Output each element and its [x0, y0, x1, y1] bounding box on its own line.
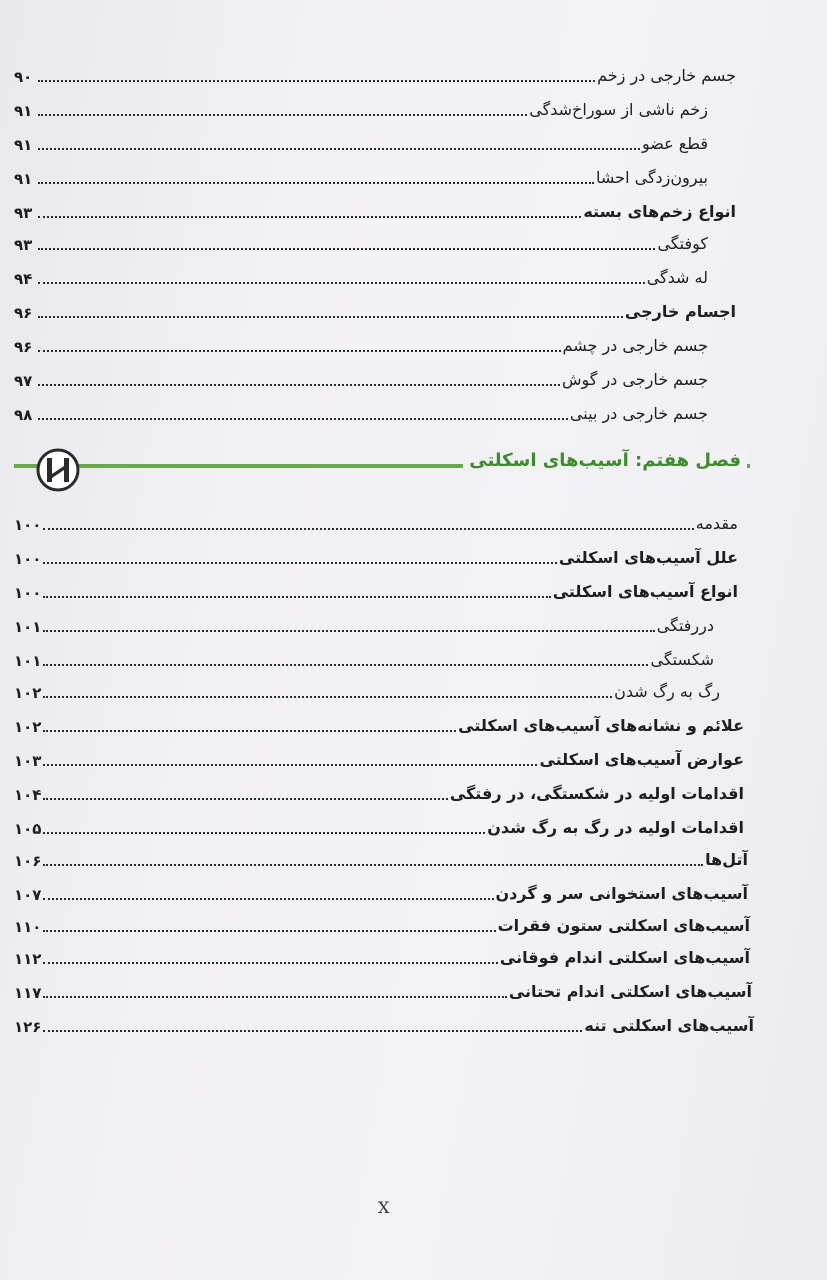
toc-page-number: ۹۱	[14, 136, 33, 154]
dot-leader	[43, 930, 495, 932]
toc-entry-title: آسیب‌های اسکلتی ستون فقرات	[497, 916, 750, 935]
toc-entry	[14, 264, 708, 290]
toc-entry-title: علل آسیب‌های اسکلتی	[558, 548, 738, 567]
page-number-footer: X	[378, 1198, 390, 1217]
toc-entry-title: شکستگی	[650, 650, 714, 669]
toc-entry-title: دررفتگی	[656, 616, 714, 635]
toc-page-number: ۹۱	[14, 102, 33, 120]
toc-entry	[14, 912, 750, 938]
toc-entry-title: جسم خارجی در بینی	[569, 404, 708, 423]
toc-entry	[14, 164, 708, 190]
toc-entry-title: عوارض آسیب‌های اسکلتی	[539, 750, 744, 769]
dot-leader	[43, 562, 556, 564]
toc-entry-title: آتل‌ها	[705, 850, 748, 869]
dot-leader	[38, 114, 527, 116]
toc-page-number: ۹۳	[14, 236, 33, 254]
dot-leader	[38, 216, 581, 218]
toc-entry	[14, 678, 720, 704]
toc-entry	[14, 544, 738, 570]
toc-page-number: ۱۰۲	[14, 718, 42, 736]
toc-entry	[14, 96, 708, 122]
toc-entry	[14, 1012, 754, 1038]
toc-page-number: ۱۰۱	[14, 652, 42, 670]
toc-entry	[14, 230, 708, 256]
toc-entry	[14, 298, 736, 324]
chapter-number-badge-icon	[36, 448, 80, 492]
toc-page-number: ۹۰	[14, 68, 33, 86]
toc-entry-title: بیرون‌زدگی احشا	[596, 168, 708, 187]
toc-page-number: ۱۰۴	[14, 786, 42, 804]
toc-entry-title: انواع زخم‌های بسته	[583, 202, 736, 221]
toc-entry	[14, 578, 738, 604]
toc-entry	[14, 612, 714, 638]
toc-entry-title: کوفتگی	[657, 234, 708, 253]
toc-entry-title: آسیب‌های استخوانی سر و گردن	[495, 884, 748, 903]
toc-entry-title: له شدگی	[646, 268, 708, 287]
toc-entry-title: آسیب‌های اسکلتی تنه	[584, 1016, 754, 1035]
toc-entry	[14, 880, 748, 906]
toc-page-number: ۹۷	[14, 372, 33, 390]
toc-entry	[14, 846, 748, 872]
toc-entry	[14, 198, 736, 224]
toc-entry-title: اقدامات اولیه در رگ به رگ شدن	[487, 818, 744, 837]
chapter-title: فصل هفتم: آسیب‌های اسکلتی	[463, 450, 747, 471]
dot-leader	[43, 764, 537, 766]
toc-entry	[14, 978, 752, 1004]
dot-leader	[38, 148, 640, 150]
toc-entry-title: علائم و نشانه‌های آسیب‌های اسکلتی	[458, 716, 744, 735]
dot-leader	[38, 182, 594, 184]
toc-entry-title: زخم ناشی از سوراخ‌شدگی	[529, 100, 708, 119]
dot-leader	[43, 730, 456, 732]
toc-page-number: ۹۶	[14, 304, 33, 322]
toc-entry	[14, 780, 744, 806]
toc-entry-title: اجسام خارجی	[624, 302, 736, 321]
toc-entry-title: آسیب‌های اسکلتی اندام تحتانی	[508, 982, 752, 1001]
toc-entry	[14, 130, 708, 156]
dot-leader	[43, 832, 485, 834]
toc-entry	[14, 814, 744, 840]
toc-page-number: ۱۰۶	[14, 852, 42, 870]
toc-page-number: ۱۱۰	[14, 918, 42, 936]
toc-entry	[14, 400, 708, 426]
dot-leader	[38, 384, 560, 386]
toc-page-number: ۱۰۲	[14, 684, 42, 702]
toc-page-number: ۹۳	[14, 204, 33, 222]
toc-page-number: ۱۰۵	[14, 820, 42, 838]
toc-entry	[14, 366, 708, 392]
toc-page-number: ۱۰۳	[14, 752, 42, 770]
dot-leader	[43, 996, 506, 998]
toc-entry	[14, 712, 744, 738]
toc-page-number: ۱۰۷	[14, 886, 42, 904]
dot-leader	[38, 316, 623, 318]
dot-leader	[38, 418, 568, 420]
dot-leader	[43, 696, 612, 698]
dot-leader	[38, 80, 595, 82]
toc-page-number: ۱۲۶	[14, 1018, 42, 1036]
toc-entry	[14, 944, 750, 970]
toc-entry-title: انواع آسیب‌های اسکلتی	[552, 582, 738, 601]
dot-leader	[43, 798, 447, 800]
dot-leader	[43, 528, 693, 530]
toc-page-number: ۱۰۰	[14, 516, 42, 534]
toc-page-number: ۱۱۲	[14, 950, 42, 968]
toc-entry-title: جسم خارجی در چشم	[562, 336, 708, 355]
toc-page-number: ۹۱	[14, 170, 33, 188]
toc-page-number: ۱۰۱	[14, 618, 42, 636]
dot-leader	[43, 898, 493, 900]
dot-leader	[43, 962, 497, 964]
dot-leader	[43, 596, 550, 598]
toc-page-number: ۹۶	[14, 338, 33, 356]
toc-entry-title: رگ به رگ شدن	[614, 682, 720, 701]
toc-page-number: ۱۰۰	[14, 584, 42, 602]
dot-leader	[38, 282, 645, 284]
toc-entry	[14, 646, 714, 672]
toc-page-number: ۱۱۷	[14, 984, 42, 1002]
toc-page-number: ۹۸	[14, 406, 33, 424]
toc-entry	[14, 510, 738, 536]
dot-leader	[43, 630, 654, 632]
dot-leader	[38, 350, 561, 352]
toc-entry-title: آسیب‌های اسکلتی اندام فوقانی	[499, 948, 750, 967]
toc-entry-title: جسم خارجی در گوش	[561, 370, 708, 389]
toc-entry-title: مقدمه	[695, 514, 738, 533]
toc-entry-title: اقدامات اولیه در شکستگی، در رفتگی	[449, 784, 744, 803]
toc-entry	[14, 62, 736, 88]
toc-page-number: ۹۴	[14, 270, 33, 288]
toc-entry	[14, 332, 708, 358]
dot-leader	[38, 248, 655, 250]
dot-leader	[43, 864, 703, 866]
toc-entry	[14, 746, 744, 772]
toc-entry-title: قطع عضو	[641, 134, 708, 153]
dot-leader	[43, 1030, 582, 1032]
toc-entry-title: جسم خارجی در زخم	[597, 66, 736, 85]
dot-leader	[43, 664, 648, 666]
toc-page-number: ۱۰۰	[14, 550, 42, 568]
